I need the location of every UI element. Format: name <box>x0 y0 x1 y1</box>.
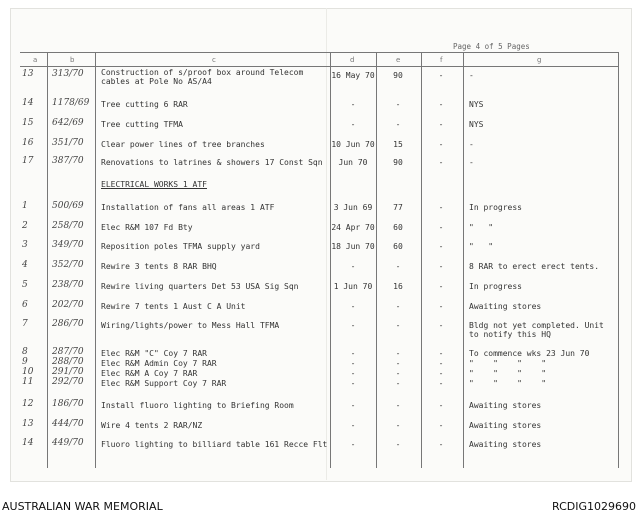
cell-f: - <box>438 282 444 291</box>
cell-e: 60 <box>393 242 403 251</box>
cell-b: 258/70 <box>52 221 84 231</box>
col-divider-right <box>618 52 619 468</box>
cell-d: - <box>350 120 356 129</box>
cell-d: - <box>350 262 356 271</box>
cell-b: 288/70 <box>52 357 84 367</box>
cell-g: To commence wks 23 Jun 70 <box>469 349 590 358</box>
cell-b: 186/70 <box>52 399 84 409</box>
cell-b: 1178/69 <box>52 98 90 108</box>
cell-a: 12 <box>22 399 34 409</box>
cell-c: Elec R&M A Coy 7 RAR <box>101 369 198 378</box>
cell-a: 11 <box>22 377 34 387</box>
cell-c: Elec R&M Support Coy 7 RAR <box>101 379 227 388</box>
cell-e: - <box>395 302 401 311</box>
cell-e: - <box>395 120 401 129</box>
cell-d: Jun 70 <box>338 158 368 167</box>
cell-d: 18 Jun 70 <box>331 242 375 251</box>
cell-b: 449/70 <box>52 438 84 448</box>
cell-d: - <box>350 379 356 388</box>
col-divider-e <box>421 52 422 468</box>
cell-e: - <box>395 349 401 358</box>
cell-b: 387/70 <box>52 156 84 166</box>
cell-c: Elec R&M 107 Fd Bty <box>101 223 193 232</box>
cell-d: - <box>350 302 356 311</box>
cell-d: 3 Jun 69 <box>333 203 373 212</box>
cell-b: 351/70 <box>52 138 84 148</box>
cell-d: - <box>350 401 356 410</box>
cell-c: Installation of fans all areas 1 ATF <box>101 203 275 212</box>
cell-f: - <box>438 321 444 330</box>
cell-f: - <box>438 359 444 368</box>
page-number-label: Page 4 of 5 Pages <box>453 42 530 51</box>
cell-d: - <box>350 349 356 358</box>
cell-d: 10 Jun 70 <box>331 140 375 149</box>
cell-g: " " " " <box>469 359 547 368</box>
cell-f: - <box>438 440 444 449</box>
cell-f: - <box>438 140 444 149</box>
cell-e: 15 <box>393 140 403 149</box>
cell-f: - <box>438 379 444 388</box>
page-fold <box>326 8 327 480</box>
cell-a: 1 <box>22 201 28 211</box>
cell-d: 16 May 70 <box>331 71 375 80</box>
cell-e: - <box>395 379 401 388</box>
cell-c: Fluoro lighting to billiard table 161 Recce Flt <box>101 440 328 449</box>
cell-g: Awaiting stores <box>469 440 542 449</box>
cell-a: 10 <box>22 367 34 377</box>
cell-f: - <box>438 100 444 109</box>
footer-archive-name: AUSTRALIAN WAR MEMORIAL <box>2 500 163 513</box>
cell-a: 15 <box>22 118 34 128</box>
cell-a: 3 <box>22 240 28 250</box>
cell-d: - <box>350 369 356 378</box>
cell-c: Elec R&M Admin Coy 7 RAR <box>101 359 217 368</box>
cell-g: Awaiting stores <box>469 421 542 430</box>
cell-d: - <box>350 421 356 430</box>
col-divider-b <box>95 52 96 468</box>
cell-c: Tree cutting 6 RAR <box>101 100 188 109</box>
cell-f: - <box>438 71 444 80</box>
cell-a: 14 <box>22 98 34 108</box>
cell-c: ELECTRICAL WORKS 1 ATF <box>101 180 207 189</box>
footer-record-id: RCDIG1029690 <box>551 500 636 513</box>
cell-c: Elec R&M "C" Coy 7 RAR <box>101 349 207 358</box>
col-divider-a <box>47 52 48 468</box>
cell-c: Wire 4 tents 2 RAR/NZ <box>101 421 203 430</box>
cell-f: - <box>438 421 444 430</box>
cell-b: 313/70 <box>52 69 84 79</box>
col-divider-d <box>376 52 377 468</box>
cell-a: 8 <box>22 347 28 357</box>
column-header-f: f <box>440 56 443 64</box>
cell-c: Tree cutting TFMA <box>101 120 183 129</box>
cell-e: - <box>395 401 401 410</box>
cell-b: 349/70 <box>52 240 84 250</box>
cell-d: - <box>350 359 356 368</box>
cell-d: 1 Jun 70 <box>333 282 373 291</box>
cell-f: - <box>438 262 444 271</box>
cell-e: - <box>395 359 401 368</box>
cell-a: 9 <box>22 357 28 367</box>
column-header-e: e <box>396 56 401 64</box>
cell-c: Rewire living quarters Det 53 USA Sig Sqn <box>101 282 299 291</box>
cell-c: Wiring/lights/power to Mess Hall TFMA <box>101 321 280 330</box>
cell-b: 291/70 <box>52 367 84 377</box>
cell-e: - <box>395 369 401 378</box>
cell-c: Install fluoro lighting to Briefing Room <box>101 401 294 410</box>
cell-e: - <box>395 421 401 430</box>
cell-a: 13 <box>22 419 34 429</box>
cell-b: 352/70 <box>52 260 84 270</box>
cell-d: - <box>350 440 356 449</box>
cell-c: Rewire 7 tents 1 Aust C A Unit <box>101 302 246 311</box>
cell-f: - <box>438 302 444 311</box>
cell-g: Awaiting stores <box>469 401 542 410</box>
cell-g: Bldg not yet completed. Unit to notify this HQ <box>469 321 604 339</box>
cell-b: 202/70 <box>52 300 84 310</box>
cell-e: 16 <box>393 282 403 291</box>
column-header-a: a <box>33 56 38 64</box>
column-header-g: g <box>537 56 542 64</box>
cell-a: 16 <box>22 138 34 148</box>
cell-e: - <box>395 321 401 330</box>
cell-f: - <box>438 120 444 129</box>
cell-g: In progress <box>469 282 522 291</box>
cell-a: 4 <box>22 260 28 270</box>
cell-g: - <box>469 140 474 149</box>
cell-g: " " " " <box>469 369 547 378</box>
cell-a: 14 <box>22 438 34 448</box>
column-header-b: b <box>70 56 75 64</box>
cell-c: Rewire 3 tents 8 RAR BHQ <box>101 262 217 271</box>
cell-g: Awaiting stores <box>469 302 542 311</box>
cell-b: 238/70 <box>52 280 84 290</box>
cell-a: 6 <box>22 300 28 310</box>
cell-b: 292/70 <box>52 377 84 387</box>
cell-d: 24 Apr 70 <box>331 223 375 232</box>
cell-f: - <box>438 223 444 232</box>
cell-e: 90 <box>393 158 403 167</box>
cell-a: 17 <box>22 156 34 166</box>
cell-e: - <box>395 100 401 109</box>
cell-g: " " <box>469 242 494 251</box>
cell-a: 2 <box>22 221 28 231</box>
cell-e: 77 <box>393 203 403 212</box>
cell-f: - <box>438 158 444 167</box>
cell-g: 8 RAR to erect erect tents. <box>469 262 600 271</box>
cell-e: 60 <box>393 223 403 232</box>
cell-d: - <box>350 321 356 330</box>
cell-g: - <box>469 158 474 167</box>
cell-d: - <box>350 100 356 109</box>
col-divider-f <box>463 52 464 468</box>
cell-c: Clear power lines of tree branches <box>101 140 265 149</box>
cell-f: - <box>438 401 444 410</box>
cell-b: 444/70 <box>52 419 84 429</box>
cell-c: Construction of s/proof box around Telecom cables at Pole No AS/A4 <box>101 68 304 86</box>
cell-f: - <box>438 242 444 251</box>
cell-b: 642/69 <box>52 118 84 128</box>
table-header-rule <box>20 66 618 67</box>
cell-f: - <box>438 369 444 378</box>
cell-g: NYS <box>469 120 484 129</box>
cell-e: - <box>395 440 401 449</box>
cell-f: - <box>438 203 444 212</box>
table-top-rule <box>20 52 618 53</box>
cell-c: Reposition poles TFMA supply yard <box>101 242 260 251</box>
cell-a: 13 <box>22 69 34 79</box>
cell-g: In progress <box>469 203 522 212</box>
cell-e: 90 <box>393 71 403 80</box>
cell-a: 7 <box>22 319 28 329</box>
cell-g: " " <box>469 223 494 232</box>
cell-a: 5 <box>22 280 28 290</box>
cell-b: 500/69 <box>52 201 84 211</box>
cell-e: - <box>395 262 401 271</box>
cell-b: 286/70 <box>52 319 84 329</box>
cell-f: - <box>438 349 444 358</box>
column-header-d: d <box>350 56 355 64</box>
cell-c: Renovations to latrines & showers 17 Const Sqn <box>101 158 323 167</box>
cell-g: - <box>469 71 474 80</box>
cell-b: 287/70 <box>52 347 84 357</box>
cell-g: NYS <box>469 100 484 109</box>
column-header-c: c <box>212 56 216 64</box>
cell-g: " " " " <box>469 379 547 388</box>
